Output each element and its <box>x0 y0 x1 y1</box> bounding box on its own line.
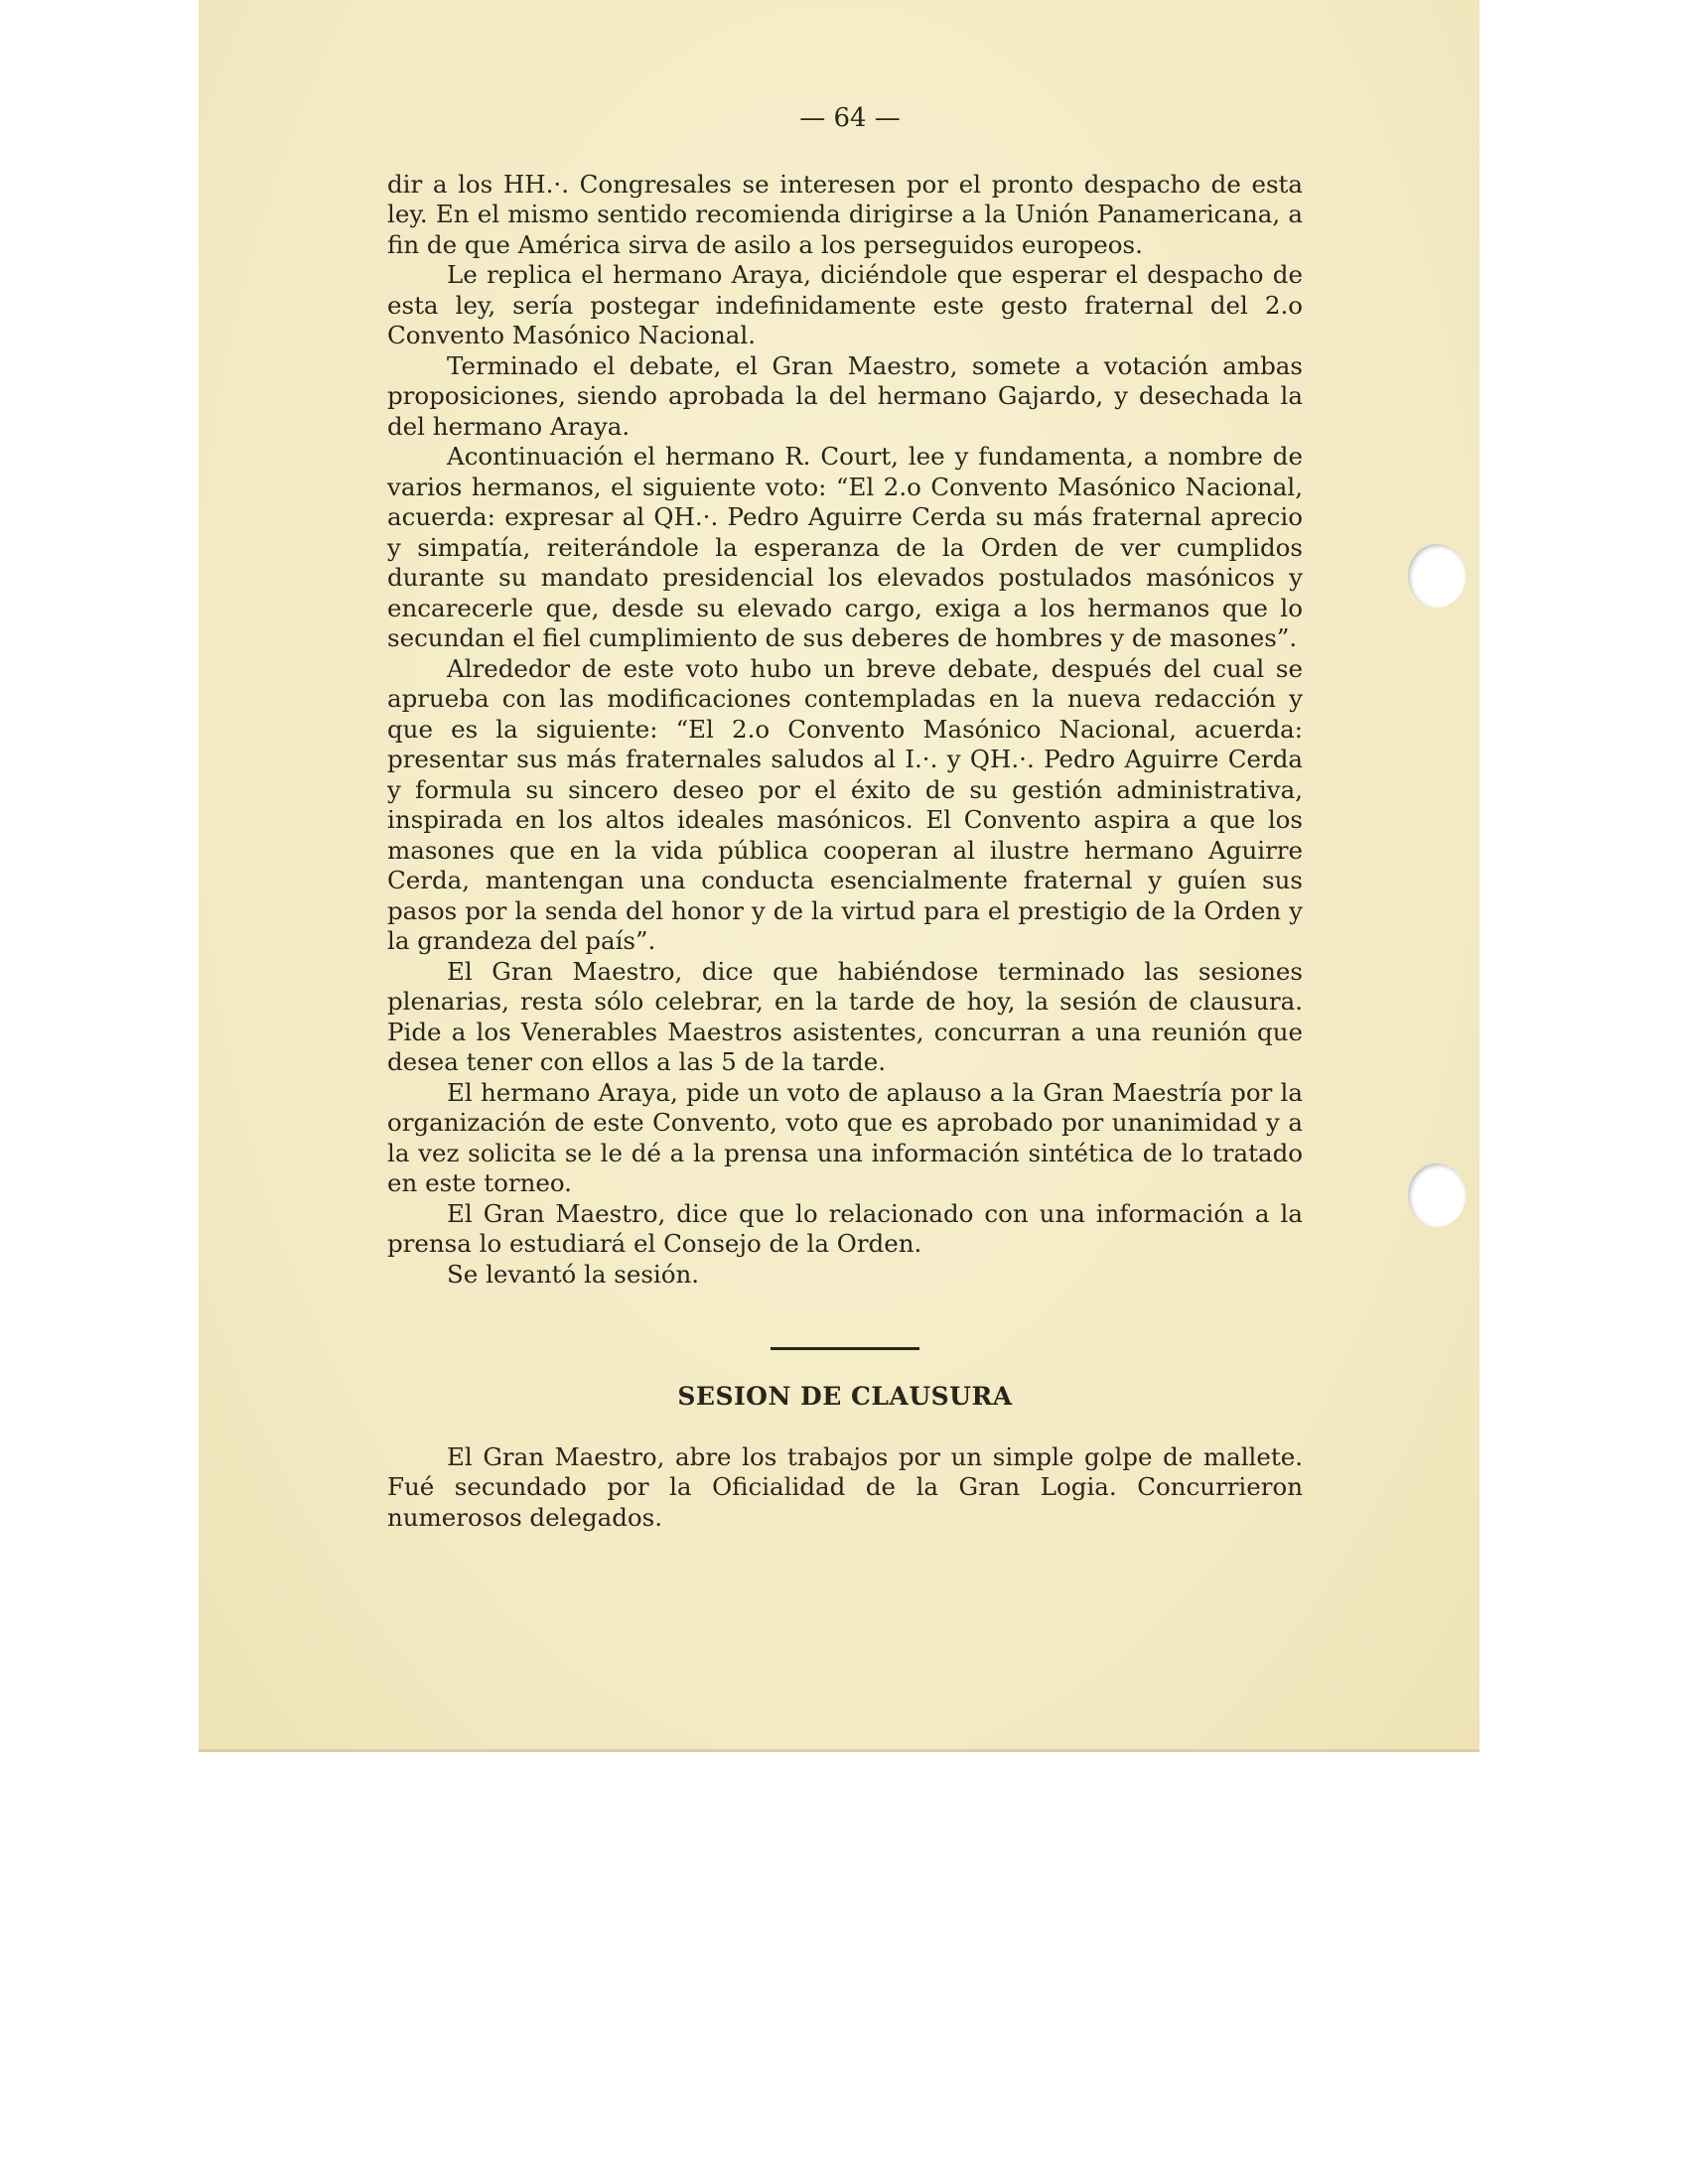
punch-hole-bottom <box>1408 1163 1466 1227</box>
paragraph-1: dir a los HH.·. Congresales se interesen por el pronto despacho de esta ley. En el mismo sentido recomienda dirigirse a la Unión Panamericana, a fin de que América sirva de asilo a los perseguidos europeos. <box>387 169 1303 259</box>
section-divider <box>771 1347 919 1350</box>
paragraph-8: El Gran Maestro, dice que lo relacionado con una información a la prensa lo estudiará el Consejo de la Orden. <box>387 1198 1303 1258</box>
page-number: — 64 — <box>799 103 901 133</box>
page-content <box>387 103 1303 1533</box>
punch-hole-top <box>1408 544 1466 608</box>
paragraph-2: Le replica el hermano Araya, diciéndole que esperar el despacho de esta ley, sería postegar indefinidamente este gesto fraternal del 2.o Convento Masónico Nacional. <box>387 260 1303 349</box>
closing-paragraph: El Gran Maestro, abre los trabajos por un simple golpe de mallete. Fué secundado por la Oficialidad de la Gran Logia. Concurrieron numerosos delegados. <box>387 1441 1303 1532</box>
paragraph-7: El hermano Araya, pide un voto de aplauso a la Gran Maestría por la organización de este Convento, voto que es aprobado por unanimidad y a la vez solicita se le dé a la prensa una información sintética de lo tratado en este torneo. <box>387 1077 1303 1197</box>
paragraph-9: Se levantó la sesión. <box>447 1259 700 1289</box>
paragraph-5: Alrededor de este voto hubo un breve debate, después del cual se aprueba con las modificaciones contempladas en la nueva redacción y que es la siguiente: “El 2.o Convento Masónico Nacional, acuerda: presentar sus más fraternales saludos al I.·. y QH.·. Pedro Aguirre Cerda y formula su sincero deseo por el éxito de su gestión administrativa, inspirada en los altos ideales masónicos. El Convento aspira a que los masones que en la vida pública cooperan al ilustre hermano Aguirre Cerda, mantengan una conducta esencialmente fraternal y guíen sus pasos por la senda del honor y de la virtud para el prestigio de la Orden y la grandeza del país”. <box>387 653 1303 955</box>
section-title: SESION DE CLAUSURA <box>677 1382 1013 1411</box>
paragraph-6: El Gran Maestro, dice que habiéndose terminado las sesiones plenarias, resta sólo celebrar, en la tarde de hoy, la sesión de clausura. Pide a los Venerables Maestros asistentes, concurran a una reunión que desea tener con ellos a las 5 de la tarde. <box>387 956 1303 1076</box>
paragraph-4: Acontinuación el hermano R. Court, lee y fundamenta, a nombre de varios hermanos, el siguiente voto: “El 2.o Convento Masónico Nacional, acuerda: expresar al QH.·. Pedro Aguirre Cerda su más fraternal aprecio y simpatía, reiterándole la esperanza de la Orden de ver cumplidos durante su mandato presidencial los elevados postulados masónicos y encarecerle que, desde su elevado cargo, exiga a los hermanos que lo secundan el fiel cumplimiento de sus deberes de hombres y de masones”. <box>387 442 1303 652</box>
paragraph-3: Terminado el debate, el Gran Maestro, somete a votación ambas proposiciones, siendo aprobada la del hermano Gajardo, y desechada la del hermano Araya. <box>387 350 1303 441</box>
